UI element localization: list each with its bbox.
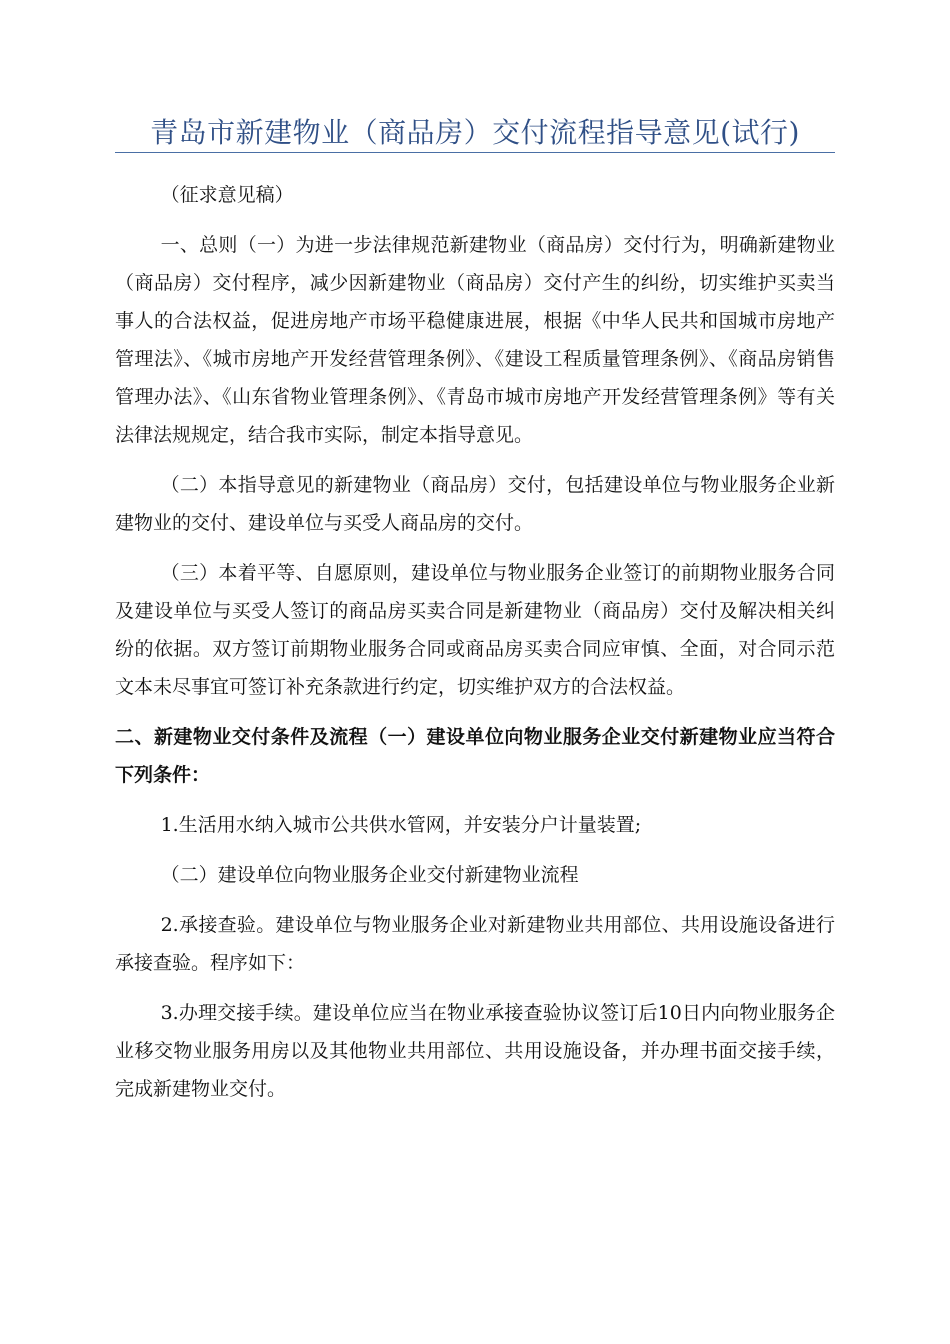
list-item-water-supply: 1.生活用水纳入城市公共供水管网，并安装分户计量装置;: [160, 814, 642, 836]
list-item-inspection: 2.承接查验。建设单位与物业服务企业对新建物业共用部位、共用设施设备进行承接查验。程序如下：: [115, 914, 835, 974]
document-title: 青岛市新建物业（商品房）交付流程指导意见(试行): [150, 116, 800, 149]
title-underline: [115, 152, 835, 153]
list-item-handover: 3.办理交接手续。建设单位应当在物业承接查验协议签订后10日内向物业服务企业移交物业服务用房以及其他物业共用部位、共用设施设备，并办理书面交接手续，完成新建物业交付。: [115, 1002, 835, 1100]
document-body: [115, 176, 835, 1108]
subsection-heading-delivery-flow: （二）建设单位向物业服务企业交付新建物业流程: [160, 864, 579, 886]
draft-note: （征求意见稿）: [160, 184, 294, 206]
paragraph-general-principles: 一、总则（一）为进一步法律规范新建物业（商品房）交付行为，明确新建物业（商品房）交付程序，减少因新建物业（商品房）交付产生的纠纷，切实维护买卖当事人的合法权益，促进房地产市场平稳健康进展，根据《中华人民共和国城市房地产管理法》、《城市房地产开发经营管理条例》、《建设工程质量管理条例》、《商品房销售管理办法》、《山东省物业管理条例》、《青岛市城市房地产开发经营管理条例》等有关法律法规规定，结合我市实际，制定本指导意见。: [115, 234, 835, 446]
paragraph-scope: （二）本指导意见的新建物业（商品房）交付，包括建设单位与物业服务企业新建物业的交付、建设单位与买受人商品房的交付。: [115, 474, 835, 534]
paragraph-principles: （三）本着平等、自愿原则，建设单位与物业服务企业签订的前期物业服务合同及建设单位与买受人签订的商品房买卖合同是新建物业（商品房）交付及解决相关纠纷的依据。双方签订前期物业服务合同或商品房买卖合同应审慎、全面，对合同示范文本未尽事宜可签订补充条款进行约定，切实维护双方的合法权益。: [115, 562, 835, 698]
section-heading-delivery-conditions: 二、新建物业交付条件及流程（一）建设单位向物业服务企业交付新建物业应当符合下列条件：: [115, 726, 835, 786]
